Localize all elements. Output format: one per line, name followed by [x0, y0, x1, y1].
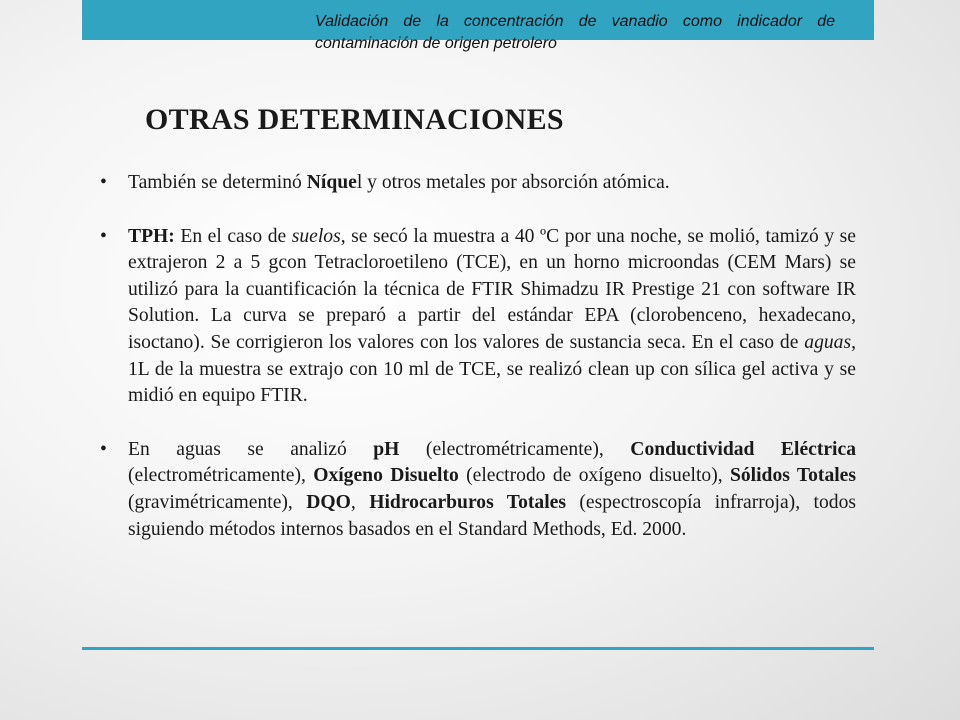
italic-term: suelos: [291, 225, 341, 247]
bold-term: Sólidos Totales: [729, 465, 857, 487]
text: (espectroscopía infrarroja), todos siguiendo métodos internos basados en el Standard Methods, Ed. 2000.: [128, 491, 856, 540]
text: (electrométricamente),: [399, 438, 631, 460]
bold-term: Conductividad Eléctrica: [630, 438, 856, 460]
italic-term: aguas: [804, 331, 852, 353]
bold-term: Oxígeno Disuelto: [313, 465, 459, 487]
text: (electrométricamente),: [128, 465, 314, 487]
page-title: OTRAS DETERMINACIONES: [145, 103, 564, 136]
text: (gravimétricamente),: [128, 491, 307, 513]
bottom-divider: [82, 647, 874, 650]
bullet-aguas: [128, 437, 856, 543]
text: En aguas se analizó: [128, 438, 374, 460]
text: , se secó la muestra a 40 ºC por una noche, se molió, tamizó y se extrajeron 2 a 5 gcon Tetracloroetileno (TCE), en un horno microondas (CEM Mars) se utilizó para la cuantificación la técnica de FTIR Shimadzu IR Prestige 21 con software IR Solution. La curva se preparó a partir del estándar EPA (clorobenceno, hexadecano, isoctano). Se corrigieron los valores con los valores de sustancia seca. En el caso de: [128, 225, 856, 353]
text: También se determinó: [128, 172, 307, 193]
bullet-tph: [128, 224, 856, 410]
bold-term: DQO: [306, 491, 351, 513]
bullet-niquel: [128, 170, 856, 197]
header-subtitle: Validación de la concentración de vanadio como indicador de contaminación de origen petrolero: [315, 13, 835, 52]
text: l y otros metales por absorción atómica.: [356, 172, 670, 193]
bold-term: Hidrocarburos Totales: [369, 491, 566, 513]
text: (electrodo de oxígeno disuelto),: [458, 465, 730, 487]
text: En el caso de: [174, 225, 292, 247]
bold-term: Níque: [306, 172, 357, 193]
tph-label: TPH:: [128, 225, 175, 247]
bold-term: pH: [373, 438, 400, 460]
text: , 1L de la muestra se extrajo con 10 ml de TCE, se realizó clean up con sílica gel activa y se midió en equipo FTIR.: [128, 331, 856, 407]
text: ,: [350, 491, 370, 513]
bullet-list: [128, 170, 856, 570]
